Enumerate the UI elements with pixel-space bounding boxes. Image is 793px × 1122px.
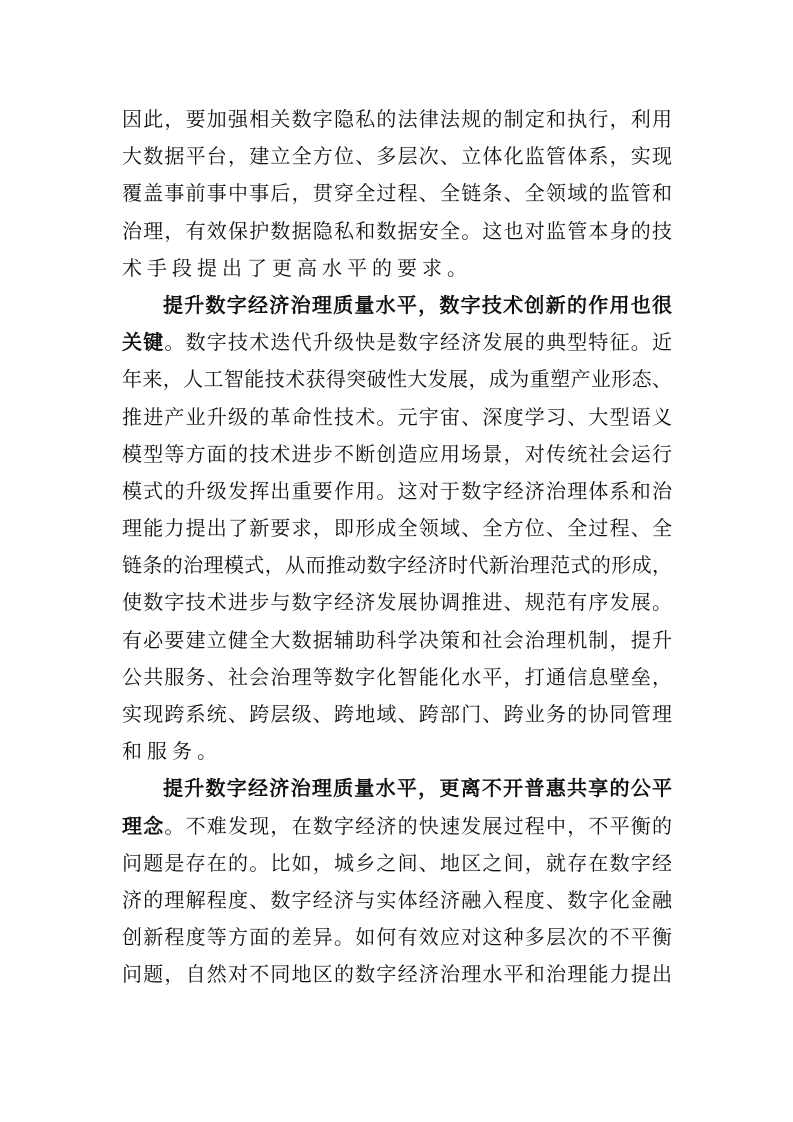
text-line (122, 733, 672, 770)
bold-text: 理念 (122, 813, 165, 838)
text-line (122, 622, 672, 659)
text-line (122, 175, 672, 212)
text-line (122, 584, 672, 621)
document-page (122, 101, 672, 994)
text-line (122, 250, 672, 287)
body-text: 创新程度等方面的差异。如何有效应对这种多层次的不平衡 (122, 925, 672, 950)
body-text: 推进产业升级的革命性技术。元宇宙、深度学习、大型语义 (122, 404, 672, 429)
body-text: 和服务。 (122, 739, 222, 764)
body-text: 。不难发现，在数字经济的快速发展过程中，不平衡的 (164, 813, 673, 838)
bold-text: 关键 (122, 330, 165, 355)
body-text: 模型等方面的技术进步不断创造应用场景，对传统社会运行 (122, 441, 672, 466)
text-line (122, 547, 672, 584)
text-line (122, 696, 672, 733)
body-text: 覆盖事前事中事后，贯穿全过程、全链条、全领域的监管和 (122, 181, 672, 206)
text-line (122, 956, 672, 993)
text-line (122, 361, 672, 398)
text-line (122, 138, 672, 175)
paragraph-heading-line (122, 287, 672, 324)
text-line (122, 882, 672, 919)
body-text: 大数据平台，建立全方位、多层次、立体化监管体系，实现 (122, 144, 672, 169)
text-line (122, 919, 672, 956)
body-text: 链条的治理模式，从而推动数字经济时代新治理范式的形成， (122, 553, 672, 578)
bold-text: 提升数字经济治理质量水平，更离不开普惠共享的公平 (163, 776, 672, 801)
body-text: 使数字技术进步与数字经济发展协调推进、规范有序发展。 (122, 590, 672, 615)
body-text: 实现跨系统、跨层级、跨地域、跨部门、跨业务的协同管理 (122, 702, 672, 726)
bold-text: 提升数字经济治理质量水平，数字技术创新的作用也很 (163, 292, 672, 317)
text-line (122, 473, 672, 510)
body-text: 济的理解程度、数字经济与实体经济融入程度、数字化金融 (122, 887, 672, 912)
body-text: 问题，自然对不同地区的数字经济治理水平和治理能力提出 (122, 962, 672, 987)
paragraph-heading-line (122, 770, 672, 807)
text-line (122, 213, 672, 250)
text-line (122, 399, 672, 436)
body-text: 问题是存在的。比如，城乡之间、地区之间，就存在数字经 (122, 850, 672, 875)
text-line (122, 510, 672, 547)
body-text: 有必要建立健全大数据辅助科学决策和社会治理机制，提升 (122, 627, 672, 652)
text-line (122, 436, 672, 473)
text-line (122, 808, 672, 845)
text-line (122, 101, 672, 138)
body-text: 模式的升级发挥出重要作用。这对于数字经济治理体系和治 (122, 478, 672, 503)
text-line (122, 324, 672, 361)
text-line (122, 845, 672, 882)
body-text: 治理，有效保护数据隐私和数据安全。这也对监管本身的技 (122, 218, 672, 243)
body-text: 术手段提出了更高水平的要求。 (122, 255, 472, 280)
body-text: 。数字技术迭代升级快是数字经济发展的典型特征。近 (164, 330, 673, 355)
body-text: 公共服务、社会治理等数字化智能化水平，打通信息壁垒， (122, 664, 672, 689)
body-text: 因此，要加强相关数字隐私的法律法规的制定和执行，利用 (122, 107, 672, 131)
body-text: 年来，人工智能技术获得突破性大发展，成为重塑产业形态、 (122, 367, 672, 392)
body-text: 理能力提出了新要求，即形成全领域、全方位、全过程、全 (122, 516, 672, 541)
text-line (122, 659, 672, 696)
